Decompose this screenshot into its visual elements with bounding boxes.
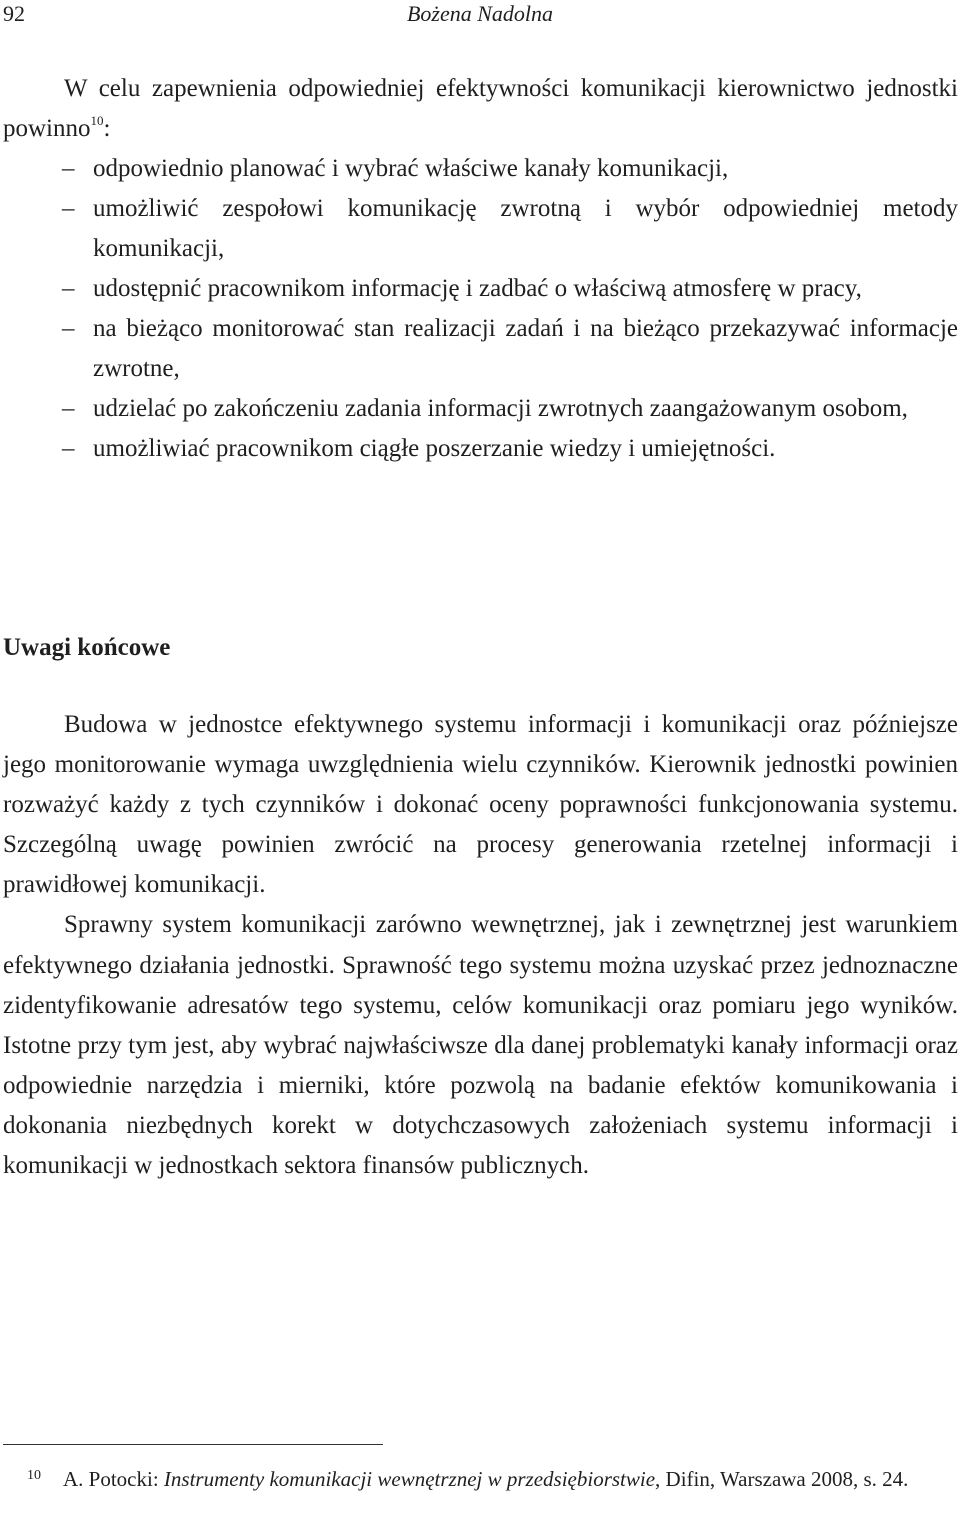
footnote-title: Instrumenty komunikacji wewnętrznej w przedsiębiorstwie [163, 1467, 656, 1491]
intro-text: W celu zapewnienia odpowiedniej efektywności komunikacji kierownictwo jednostki powinno [3, 75, 958, 142]
footnote-author: A. Potocki: [63, 1467, 164, 1491]
footnote [3, 1465, 958, 1494]
page-number: 92 [3, 1, 25, 26]
list-item [3, 429, 958, 469]
dash-bullet: – [62, 275, 75, 302]
section-heading: Uwagi końcowe [3, 634, 171, 661]
dash-bullet: – [62, 395, 75, 422]
list-item [3, 389, 958, 429]
dash-bullet: – [62, 315, 75, 342]
footnote-publication: , Difin, Warszawa 2008, s. 24. [655, 1467, 909, 1491]
list-item-text: umożliwiać pracownikom ciągłe poszerzanie wiedzy i umiejętności. [93, 435, 776, 462]
footnote-number: 10 [27, 1468, 41, 1483]
dash-bullet: – [62, 435, 75, 462]
list-item [3, 269, 958, 309]
list-item-text: umożliwić zespołowi komunikację zwrotną i wybór odpowiedniej metody komunikacji, [93, 195, 958, 262]
intro-paragraph [3, 69, 958, 149]
footnote-divider [3, 1444, 383, 1445]
intro-colon: : [103, 115, 111, 142]
body-paragraph: Sprawny system komunikacji zarówno wewnętrznej, jak i zewnętrznej jest warunkiem efektywnego działania jednostki. Sprawność tego systemu można uzyskać przez jednoznaczne zidentyfikowanie adresatów tego systemu, celów komunikacji oraz pomiaru jego wyników. Istotne przy tym jest, aby wybrać najwłaściwsze dla danej problematyki kanały informacji oraz odpowiednie narzędzia i mierniki, które pozwolą na badanie efektów komunikowania i dokonania niezbędnych korekt w dotychczasowych założeniach systemu informacji i komunikacji w jednostkach sektora finansów publicznych. [3, 911, 958, 1180]
body-paragraph: Budowa w jednostce efektywnego systemu informacji i komunikacji oraz późniejsze jego monitorowanie wymaga uwzględnienia wielu czynników. Kierownik jednostki powinien rozważyć każdy z tych czynników i dokonać oceny poprawności funkcjonowania systemu. Szczególną uwagę powinien zwrócić na procesy generowania rzetelnej informacji i prawidłowej komunikacji. [3, 711, 958, 899]
page-header [0, 0, 960, 30]
recommendation-list [3, 149, 958, 469]
footnote-reference[interactable]: 10 [90, 113, 104, 128]
list-item-text: odpowiednio planować i wybrać właściwe kanały komunikacji, [93, 155, 729, 182]
list-item [3, 309, 958, 389]
running-head-author: Bożena Nadolna [406, 1, 554, 26]
dash-bullet: – [62, 155, 75, 182]
list-item [3, 189, 958, 269]
list-item [3, 149, 958, 189]
dash-bullet: – [62, 195, 75, 222]
list-item-text: udostępnić pracownikom informację i zadbać o właściwą atmosferę w pracy, [93, 275, 862, 302]
conclusion-block [3, 705, 958, 1186]
footnote-paragraph [3, 1465, 958, 1494]
intro-block [3, 69, 958, 469]
list-item-text: na bieżąco monitorować stan realizacji zadań i na bieżąco przekazywać informacje zwrotne, [93, 315, 958, 382]
list-item-text: udzielać po zakończeniu zadania informacji zwrotnych zaangażowanym osobom, [93, 395, 908, 422]
